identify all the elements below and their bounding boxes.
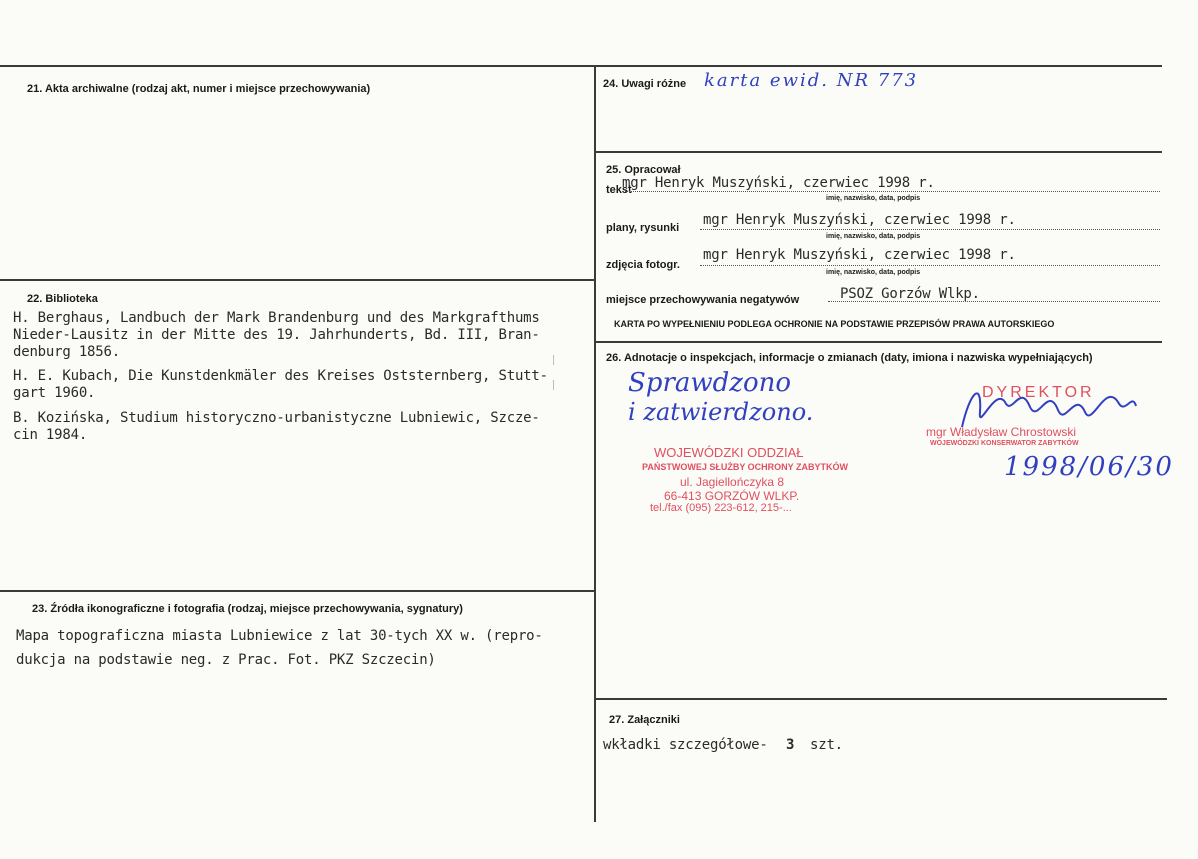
stamp-line: mgr Władysław Chrostowski xyxy=(926,425,1077,439)
margin-mark xyxy=(553,355,554,365)
section-23-label: 23. Źródła ikonograficzne i fotografia (rodzaj, miejsce przechowywania, sygnatury) xyxy=(32,603,463,615)
bibliography-line: denburg 1856. xyxy=(13,344,120,360)
inspection-handwriting-2: i zatwierdzono. xyxy=(628,398,814,426)
bibliography-line: H. Berghaus, Landbuch der Mark Brandenburg und des Markgrafthums xyxy=(13,310,540,326)
section-25-label: 25. Opracował xyxy=(606,164,681,176)
top-rule xyxy=(0,65,1162,67)
negatives-value: PSOZ Gorzów Wlkp. xyxy=(840,286,980,302)
dotted-line xyxy=(700,264,1160,266)
stamp-line: WOJEWÓDZKI KONSERWATOR ZABYTKÓW xyxy=(930,440,1079,447)
section-24-label: 24. Uwagi różne xyxy=(603,78,687,90)
stamp-line: PAŃSTWOWEJ SŁUŻBY OCHRONY ZABYTKÓW xyxy=(642,462,849,472)
bibliography-line: H. E. Kubach, Die Kunstdenkmäler des Kreises Oststernberg, Stutt- xyxy=(13,368,548,384)
director-signature xyxy=(950,372,1140,442)
bibliography-line: B. Kozińska, Studium historyczno-urbanistyczne Lubniewic, Szcze- xyxy=(13,410,540,426)
margin-mark xyxy=(553,380,554,390)
attachments-prefix: wkładki szczegółowe- xyxy=(603,737,768,753)
section-27-label: 27. Załączniki xyxy=(609,714,680,726)
dotted-line xyxy=(828,300,1160,302)
inspection-handwriting-1: Sprawdzono xyxy=(628,368,792,398)
stamp-line: 66-413 GORZÓW WLKP. xyxy=(664,489,800,503)
rule-26-27 xyxy=(595,698,1167,700)
signature-date-handwriting: 1998/06/30 xyxy=(1004,452,1174,482)
iconography-line: Mapa topograficzna miasta Lubniewice z lat 30-tych XX w. (repro- xyxy=(16,628,543,644)
row-value-zdjecia: mgr Henryk Muszyński, czerwiec 1998 r. xyxy=(703,247,1016,263)
row-key-zdjecia: zdjęcia fotogr. xyxy=(606,259,680,271)
row-hint: imię, nazwisko, data, podpis xyxy=(826,233,921,240)
bibliography-line: Nieder-Lausitz in der Mitte des 19. Jahrhunderts, Bd. III, Bran- xyxy=(13,327,540,343)
attachments-count: 3 xyxy=(786,737,795,753)
section-21-label: 21. Akta archiwalne (rodzaj akt, numer i miejsce przechowywania) xyxy=(27,83,371,95)
section-26-label: 26. Adnotacje o inspekcjach, informacje o zmianach (daty, imiona i nazwiska wypełniających) xyxy=(606,352,1093,364)
bibliography-line: gart 1960. xyxy=(13,385,96,401)
row-value-tekst: mgr Henryk Muszyński, czerwiec 1998 r. xyxy=(622,175,935,191)
rule-21-22 xyxy=(0,279,595,281)
row-hint: imię, nazwisko, data, podpis xyxy=(826,195,921,202)
rule-24-25 xyxy=(595,151,1162,153)
stamp-line: WOJEWÓDZKI ODDZIAŁ xyxy=(654,445,804,460)
rule-25-26 xyxy=(595,341,1162,343)
stamp-line: DYREKTOR xyxy=(982,384,1095,401)
bibliography-line: cin 1984. xyxy=(13,427,88,443)
row-value-plany: mgr Henryk Muszyński, czerwiec 1998 r. xyxy=(703,212,1016,228)
row-key-tekst: tekst xyxy=(606,184,632,196)
iconography-line: dukcja na podstawie neg. z Prac. Fot. PKZ Szczecin) xyxy=(16,652,436,668)
dotted-line xyxy=(622,190,1160,192)
stamp-line: ul. Jagiellończyka 8 xyxy=(680,475,785,489)
column-divider xyxy=(594,65,596,822)
negatives-label: miejsce przechowywania negatywów xyxy=(606,294,800,306)
row-hint: imię, nazwisko, data, podpis xyxy=(826,269,921,276)
attachments-unit: szt. xyxy=(810,737,843,753)
row-key-plany: plany, rysunki xyxy=(606,222,680,234)
stamp-line: tel./fax (095) 223-612, 215-... xyxy=(650,502,792,514)
evidence-number-handwriting: karta ewid. NR 773 xyxy=(704,70,919,91)
dotted-line xyxy=(700,228,1160,230)
copyright-notice: KARTA PO WYPEŁNIENIU PODLEGA OCHRONIE NA PODSTAWIE PRZEPISÓW PRAWA AUTORSKIEGO xyxy=(614,319,1055,329)
rule-22-23 xyxy=(0,590,595,592)
section-22-label: 22. Biblioteka xyxy=(27,293,98,305)
